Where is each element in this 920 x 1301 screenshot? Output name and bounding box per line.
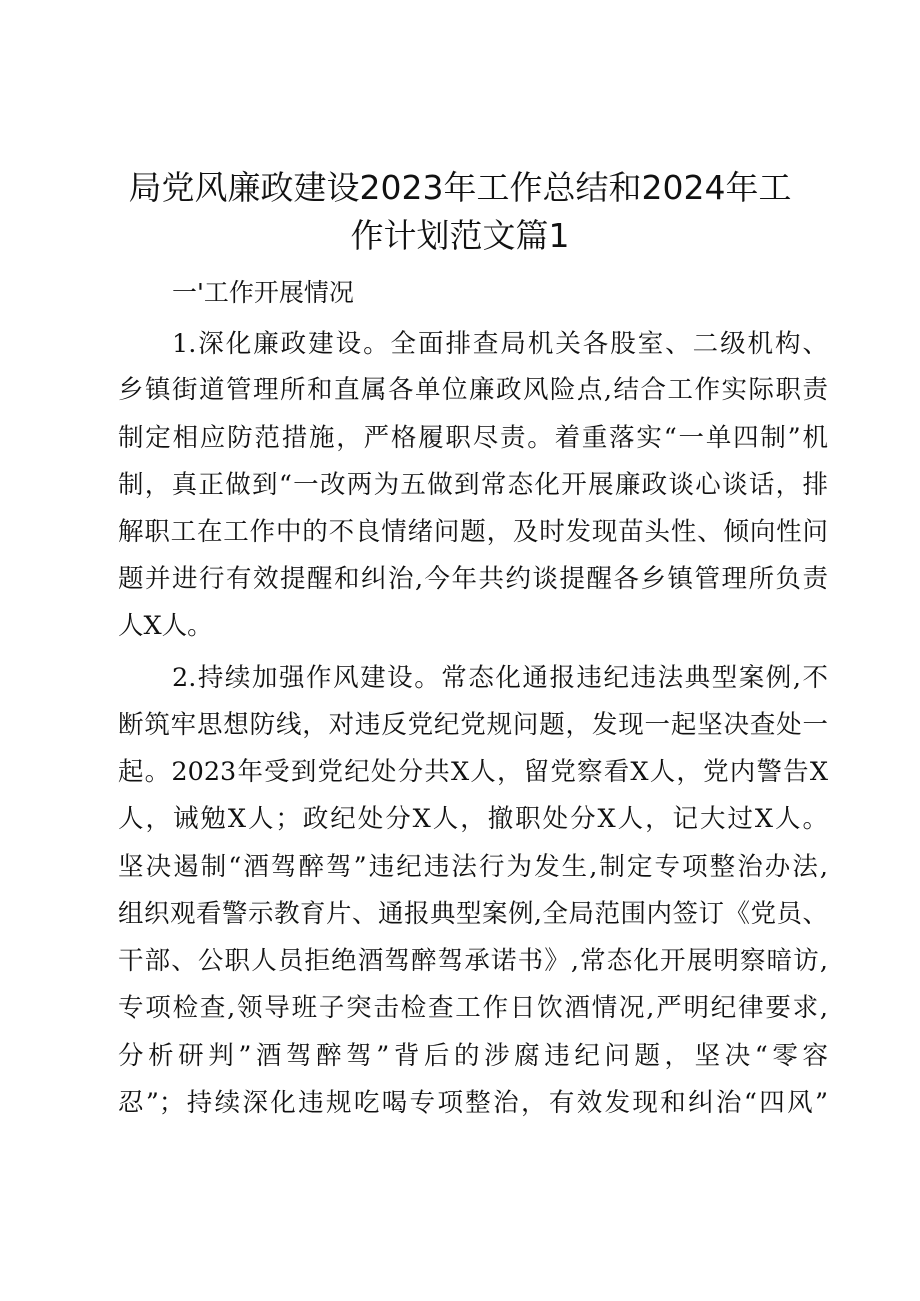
paragraph-2-line: 分析研判”酒驾醉驾”背后的涉腐违纪问题，坚决“零容 xyxy=(118,1041,828,1071)
paragraph-1-line: 题并进行有效提醒和纠治,今年共约谈提醒各乡镇管理所负责 xyxy=(118,564,828,594)
paragraph-2-line: 断筑牢思想防线，对违反党纪党规问题，发现一起坚决查处一 xyxy=(118,710,828,740)
paragraph-2-line: 干部、公职人员拒绝酒驾醉驾承诺书》,常态化开展明察暗访, xyxy=(118,946,828,976)
paragraph-1-line: 解职工在工作中的不良情绪问题，及时发现苗头性、倾向性问 xyxy=(118,517,828,547)
section-heading: 一'工作开展情况 xyxy=(172,278,354,307)
paragraph-2-line: 人，诫勉X人；政纪处分X人，撤职处分X人，记大过X人。 xyxy=(118,804,828,834)
paragraph-2-line: 起。2023年受到党纪处分共X人，留党察看X人，党内警告X xyxy=(118,757,828,787)
paragraph-1-line: 制，真正做到“一改两为五做到常态化开展廉政谈心谈话，排 xyxy=(118,470,828,500)
paragraph-2-line: 组织观看警示教育片、通报典型案例,全局范围内签订《党员、 xyxy=(118,899,828,929)
paragraph-2-line: 忍”；持续深化违规吃喝专项整治，有效发现和纠治“四风” xyxy=(118,1088,828,1118)
paragraph-2-line: 坚决遏制“酒驾醉驾”违纪违法行为发生,制定专项整治办法, xyxy=(118,852,828,882)
paragraph-1-line: 制定相应防范措施，严格履职尽责。着重落实“一单四制”机 xyxy=(118,423,828,453)
paragraph-1-line: 1.深化廉政建设。全面排查局机关各股室、二级机构、 xyxy=(172,329,828,359)
paragraph-2-line: 2.持续加强作风建设。常态化通报违纪违法典型案例,不 xyxy=(172,663,828,693)
paragraph-1-line: 人X人。 xyxy=(118,611,213,641)
document-title-line-2: 作计划范文篇1 xyxy=(350,216,570,255)
paragraph-2-line: 专项检查,领导班子突击检查工作日饮酒情况,严明纪律要求, xyxy=(118,993,828,1023)
document-title-line-1: 局党风廉政建设2023年工作总结和2024年工 xyxy=(128,168,792,207)
paragraph-1-line: 乡镇街道管理所和直属各单位廉政风险点,结合工作实际职责 xyxy=(118,375,828,405)
